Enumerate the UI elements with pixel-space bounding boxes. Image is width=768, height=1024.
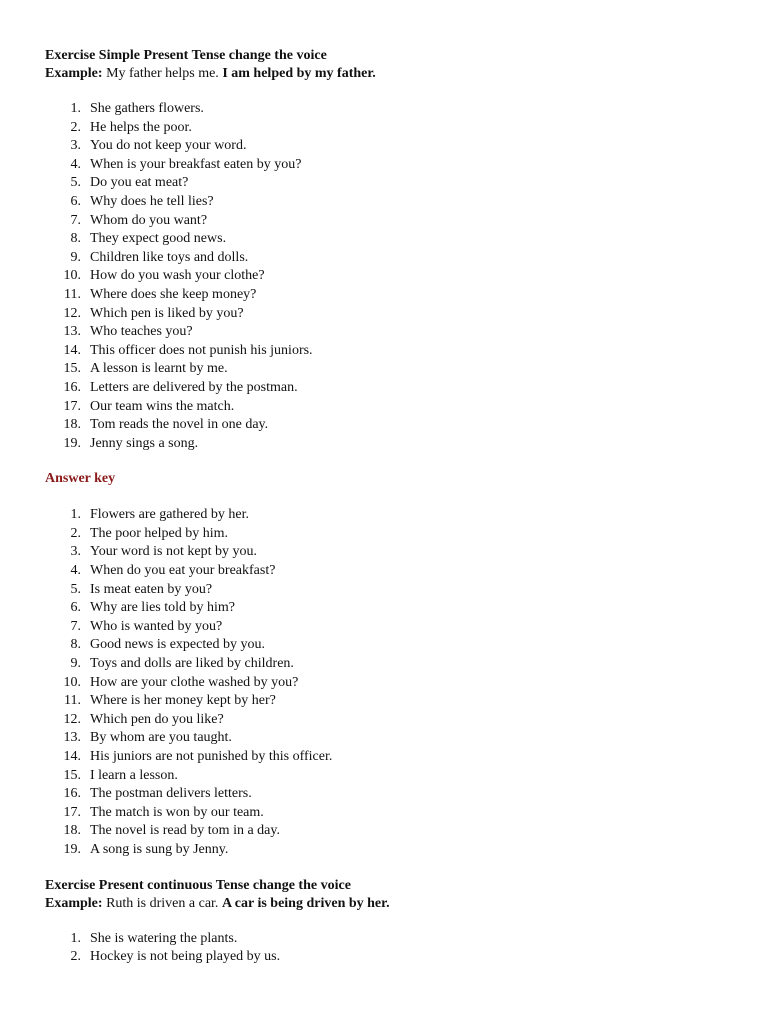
- list-item-text: The novel is read by tom in a day.: [90, 823, 280, 839]
- list-item-text: This officer does not punish his juniors.: [90, 342, 313, 358]
- list-item-text: Letters are delivered by the postman.: [90, 379, 298, 395]
- question-item: [45, 360, 735, 379]
- list-number: 15.: [63, 361, 81, 377]
- list-item-text: The postman delivers letters.: [90, 786, 252, 802]
- list-item-text: Where does she keep money?: [90, 286, 257, 302]
- list-item-text: By whom are you taught.: [90, 730, 232, 746]
- list-item-text: Where is her money kept by her?: [90, 693, 276, 709]
- question-item: [45, 100, 735, 119]
- question-item: [45, 174, 735, 193]
- list-number: 17.: [63, 804, 81, 820]
- question-item: [45, 323, 735, 342]
- list-item-text: When do you eat your breakfast?: [90, 563, 276, 579]
- list-item-text: She is watering the plants.: [90, 930, 238, 946]
- list-number: 6.: [70, 600, 81, 616]
- question-item: [45, 249, 735, 268]
- example-label: Example:: [45, 66, 103, 81]
- section2-question-list: [45, 930, 735, 967]
- answer-item: [45, 618, 735, 637]
- list-item-text: Which pen do you like?: [90, 711, 224, 727]
- list-item-text: How do you wash your clothe?: [90, 268, 265, 284]
- list-item-text: Do you eat meat?: [90, 175, 189, 191]
- section1-question-list: [45, 100, 735, 453]
- example-sentence: Ruth is driven a car.: [106, 895, 219, 911]
- answer-item: [45, 655, 735, 674]
- example-label: Example:: [45, 895, 103, 911]
- section1-title: Exercise Simple Present Tense change the voice: [45, 48, 327, 63]
- answer-item: [45, 822, 735, 841]
- question-item: [45, 930, 735, 949]
- question-item: [45, 212, 735, 231]
- question-item: [45, 193, 735, 212]
- question-item: [45, 119, 735, 138]
- list-item-text: Flowers are gathered by her.: [90, 507, 249, 523]
- list-number: 10.: [63, 268, 81, 284]
- list-number: 14.: [63, 749, 81, 764]
- list-number: 10.: [63, 674, 81, 690]
- list-item-text: Who is wanted by you?: [90, 618, 223, 634]
- list-number: 7.: [70, 212, 81, 228]
- list-number: 6.: [70, 193, 81, 209]
- list-number: 15.: [63, 767, 81, 783]
- question-item: [45, 305, 735, 324]
- list-item-text: A lesson is learnt by me.: [90, 361, 228, 377]
- list-number: 4.: [70, 156, 81, 172]
- section2-title: Exercise Present continuous Tense change the voice: [45, 877, 351, 893]
- list-item-text: Who teaches you?: [90, 324, 193, 340]
- list-item-text: Children like toys and dolls.: [90, 249, 249, 265]
- list-item-text: You do not keep your word.: [90, 138, 247, 154]
- list-number: 12.: [63, 711, 81, 727]
- question-item: [45, 286, 735, 305]
- answer-item: [45, 841, 735, 860]
- question-item: [45, 948, 735, 967]
- question-item: [45, 416, 735, 435]
- answer-item: [45, 543, 735, 562]
- list-item-text: Tom reads the novel in one day.: [90, 417, 269, 433]
- answer-item: [45, 525, 735, 544]
- question-item: [45, 379, 735, 398]
- answer-item: [45, 711, 735, 730]
- question-item: [45, 267, 735, 286]
- question-item: [45, 156, 735, 175]
- list-number: 11.: [64, 286, 81, 302]
- answer-key-title: Answer key: [45, 471, 116, 487]
- question-item: [45, 342, 735, 361]
- list-number: 16.: [63, 786, 81, 802]
- list-number: 2.: [70, 119, 81, 135]
- list-number: 16.: [63, 379, 81, 395]
- example-answer: A car is being driven by her.: [221, 895, 390, 911]
- answer-item: [45, 804, 735, 823]
- list-number: 18.: [63, 823, 81, 839]
- list-item-text: Good news is expected by you.: [90, 637, 265, 653]
- list-item-text: A song is sung by Jenny.: [90, 841, 229, 857]
- list-item-text: They expect good news.: [90, 231, 227, 247]
- list-number: 1.: [70, 101, 81, 116]
- answer-item: [45, 506, 735, 525]
- list-item-text: Your word is not kept by you.: [90, 544, 257, 560]
- list-number: 3.: [70, 544, 81, 560]
- list-number: 5.: [70, 581, 81, 597]
- list-number: 2.: [70, 525, 81, 541]
- list-number: 13.: [63, 730, 81, 746]
- list-number: 3.: [70, 138, 81, 154]
- list-item-text: Why does he tell lies?: [90, 193, 214, 209]
- list-number: 12.: [63, 305, 81, 321]
- list-number: 14.: [63, 342, 81, 358]
- example-sentence: My father helps me.: [106, 66, 219, 81]
- list-number: 9.: [70, 656, 81, 672]
- answer-item: [45, 692, 735, 711]
- list-item-text: Hockey is not being played by us.: [90, 949, 281, 965]
- list-number: 17.: [63, 398, 81, 414]
- answer-item: [45, 599, 735, 618]
- list-item-text: His juniors are not punished by this officer.: [90, 749, 333, 764]
- section1-example: [45, 65, 735, 83]
- answer-item: [45, 562, 735, 581]
- list-item-text: Jenny sings a song.: [90, 435, 199, 451]
- question-item: [45, 398, 735, 417]
- list-item-text: Which pen is liked by you?: [90, 305, 244, 321]
- answer-key-list: [45, 506, 735, 859]
- list-number: 19.: [63, 435, 81, 451]
- list-item-text: How are your clothe washed by you?: [90, 674, 299, 690]
- list-number: 2.: [70, 949, 81, 965]
- question-item: [45, 230, 735, 249]
- list-item-text: Our team wins the match.: [90, 398, 235, 414]
- list-item-text: She gathers flowers.: [90, 101, 204, 116]
- answer-item: [45, 767, 735, 786]
- list-number: 5.: [70, 175, 81, 191]
- list-number: 8.: [70, 637, 81, 653]
- list-number: 18.: [63, 417, 81, 433]
- answer-item: [45, 748, 735, 767]
- document-page: [45, 47, 735, 967]
- list-item-text: When is your breakfast eaten by you?: [90, 156, 302, 172]
- list-item-text: Is meat eaten by you?: [90, 581, 213, 597]
- list-item-text: Why are lies told by him?: [90, 600, 236, 616]
- list-item-text: I learn a lesson.: [90, 767, 178, 783]
- section2-example: [45, 895, 735, 913]
- list-number: 11.: [64, 693, 81, 709]
- list-item-text: The poor helped by him.: [90, 525, 229, 541]
- list-item-text: Whom do you want?: [90, 212, 208, 228]
- list-number: 9.: [70, 249, 81, 265]
- question-item: [45, 137, 735, 156]
- list-number: 19.: [63, 841, 81, 857]
- list-item-text: Toys and dolls are liked by children.: [90, 656, 294, 672]
- answer-item: [45, 636, 735, 655]
- list-number: 1.: [70, 930, 81, 946]
- answer-item: [45, 581, 735, 600]
- answer-item: [45, 729, 735, 748]
- list-number: 7.: [70, 618, 81, 634]
- list-item-text: He helps the poor.: [90, 119, 192, 135]
- example-answer: I am helped by my father.: [222, 66, 376, 81]
- list-item-text: The match is won by our team.: [90, 804, 264, 820]
- answer-item: [45, 674, 735, 693]
- list-number: 1.: [70, 507, 81, 523]
- question-item: [45, 435, 735, 454]
- list-number: 4.: [70, 563, 81, 579]
- answer-item: [45, 785, 735, 804]
- list-number: 8.: [70, 231, 81, 247]
- list-number: 13.: [63, 324, 81, 340]
